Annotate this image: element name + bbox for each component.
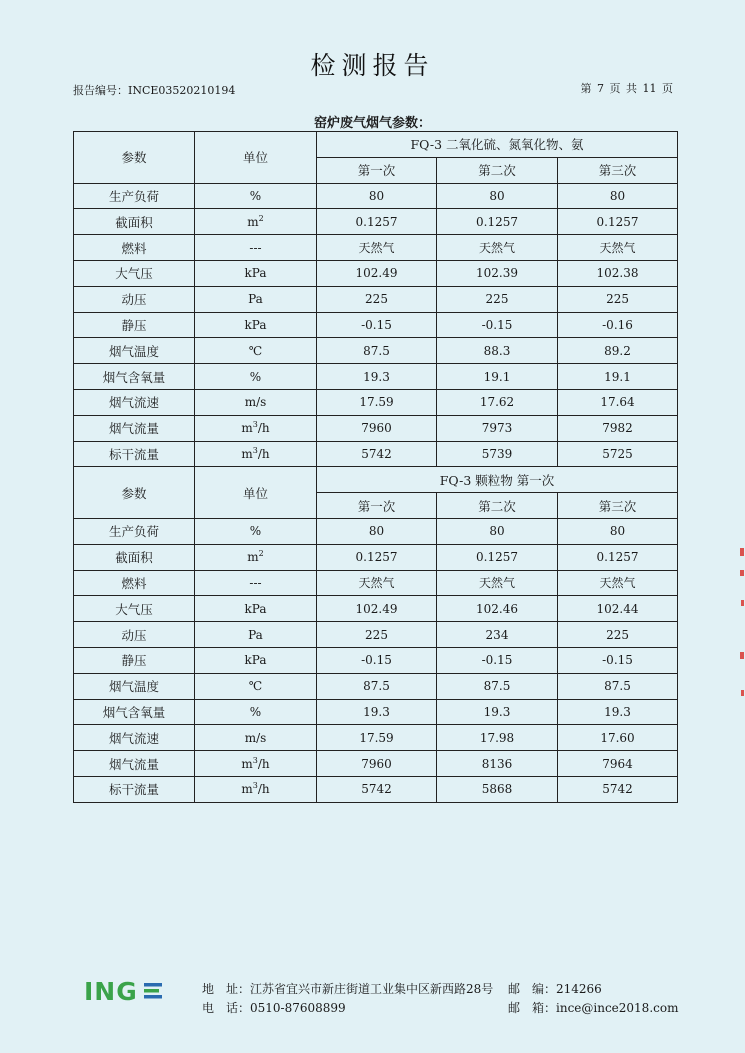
value-cell: 17.64 bbox=[558, 389, 678, 415]
value-cell: 19.3 bbox=[558, 699, 678, 725]
unit-base: m bbox=[241, 446, 253, 461]
value-cell: 87.5 bbox=[317, 338, 437, 364]
value-cell: 5742 bbox=[558, 776, 678, 802]
unit-cell bbox=[195, 312, 317, 338]
company-email: 邮 箱：ince@ince2018.com bbox=[508, 1001, 679, 1015]
table-row bbox=[74, 776, 678, 802]
unit-exponent: 2 bbox=[258, 213, 264, 223]
unit-exponent: 2 bbox=[258, 549, 264, 559]
run-header: 第一次 bbox=[317, 157, 437, 183]
run-header: 第二次 bbox=[437, 157, 558, 183]
param-cell: 烟气含氧量 bbox=[74, 699, 195, 725]
unit-base: m/s bbox=[244, 395, 267, 410]
value-cell: 5868 bbox=[437, 776, 558, 802]
param-cell: 烟气温度 bbox=[74, 673, 195, 699]
unit-cell bbox=[195, 622, 317, 648]
report-title: 检测报告 bbox=[310, 51, 435, 80]
value-cell: 88.3 bbox=[437, 338, 558, 364]
value-cell: 19.3 bbox=[317, 364, 437, 390]
param-cell: 生产负荷 bbox=[74, 518, 195, 544]
unit-cell bbox=[195, 235, 317, 261]
unit-base: m bbox=[247, 214, 259, 229]
table-row bbox=[74, 364, 678, 390]
param-cell: 烟气流量 bbox=[74, 415, 195, 441]
value-cell: 19.3 bbox=[317, 699, 437, 725]
unit-base: ℃ bbox=[248, 679, 263, 694]
value-cell: 5742 bbox=[317, 776, 437, 802]
unit-cell bbox=[195, 699, 317, 725]
param-cell: 烟气温度 bbox=[74, 338, 195, 364]
unit-exponent: 3 bbox=[252, 420, 258, 430]
section-header-row bbox=[74, 132, 678, 158]
page-number: 第 7 页 共 11 页 bbox=[580, 82, 673, 95]
run-header: 第三次 bbox=[558, 493, 678, 519]
table-row bbox=[74, 338, 678, 364]
unit-suffix: /h bbox=[257, 756, 270, 771]
table-row bbox=[74, 699, 678, 725]
param-cell: 静压 bbox=[74, 312, 195, 338]
unit-base: m bbox=[241, 421, 253, 436]
param-cell: 烟气含氧量 bbox=[74, 364, 195, 390]
unit-cell bbox=[195, 570, 317, 596]
value-cell: 225 bbox=[558, 622, 678, 648]
table-row bbox=[74, 596, 678, 622]
unit-cell bbox=[195, 751, 317, 777]
value-cell: 天然气 bbox=[558, 570, 678, 596]
section-header-row bbox=[74, 467, 678, 493]
value-cell: 102.39 bbox=[437, 260, 558, 286]
table-row bbox=[74, 570, 678, 596]
value-cell: 5742 bbox=[317, 441, 437, 467]
value-cell: 225 bbox=[437, 286, 558, 312]
param-cell: 标干流量 bbox=[74, 776, 195, 802]
inge-logo-icon bbox=[84, 976, 174, 1006]
value-cell: 17.60 bbox=[558, 725, 678, 751]
param-cell: 生产负荷 bbox=[74, 183, 195, 209]
param-cell: 燃料 bbox=[74, 235, 195, 261]
table-row bbox=[74, 235, 678, 261]
unit-base: --- bbox=[249, 575, 262, 590]
value-cell: 80 bbox=[558, 183, 678, 209]
param-cell: 标干流量 bbox=[74, 441, 195, 467]
value-cell: 5739 bbox=[437, 441, 558, 467]
table-row bbox=[74, 286, 678, 312]
unit-cell bbox=[195, 209, 317, 235]
company-logo bbox=[84, 976, 174, 1010]
unit-cell bbox=[195, 776, 317, 802]
param-cell: 静压 bbox=[74, 647, 195, 673]
unit-cell bbox=[195, 647, 317, 673]
value-cell: 天然气 bbox=[317, 235, 437, 261]
value-cell: 17.59 bbox=[317, 725, 437, 751]
param-cell: 大气压 bbox=[74, 596, 195, 622]
unit-base: % bbox=[249, 524, 262, 539]
value-cell: 5725 bbox=[558, 441, 678, 467]
group-header: FQ-3 二氧化硫、氮氧化物、氨 bbox=[317, 132, 678, 158]
value-cell: 87.5 bbox=[558, 673, 678, 699]
table-row bbox=[74, 751, 678, 777]
table-row bbox=[74, 725, 678, 751]
value-cell: -0.16 bbox=[558, 312, 678, 338]
unit-exponent: 3 bbox=[252, 781, 258, 791]
company-postcode: 邮 编：214266 bbox=[508, 982, 602, 996]
unit-base: m/s bbox=[244, 730, 267, 745]
table-row bbox=[74, 441, 678, 467]
seal-edge-marks bbox=[739, 540, 745, 710]
unit-cell bbox=[195, 286, 317, 312]
flue-gas-table bbox=[73, 131, 678, 803]
value-cell: 7960 bbox=[317, 751, 437, 777]
param-header: 参数 bbox=[74, 467, 195, 519]
value-cell: 80 bbox=[437, 183, 558, 209]
table-row bbox=[74, 518, 678, 544]
unit-cell bbox=[195, 389, 317, 415]
value-cell: 7964 bbox=[558, 751, 678, 777]
unit-exponent: 3 bbox=[252, 445, 258, 455]
value-cell: 0.1257 bbox=[558, 209, 678, 235]
value-cell: 天然气 bbox=[317, 570, 437, 596]
table-row bbox=[74, 415, 678, 441]
unit-base: % bbox=[249, 369, 262, 384]
run-header: 第二次 bbox=[437, 493, 558, 519]
table-row bbox=[74, 647, 678, 673]
param-cell: 截面积 bbox=[74, 209, 195, 235]
table-row bbox=[74, 312, 678, 338]
param-cell: 大气压 bbox=[74, 260, 195, 286]
unit-suffix: /h bbox=[257, 782, 270, 797]
value-cell: 225 bbox=[317, 622, 437, 648]
unit-cell bbox=[195, 518, 317, 544]
value-cell: -0.15 bbox=[558, 647, 678, 673]
value-cell: 234 bbox=[437, 622, 558, 648]
value-cell: 80 bbox=[437, 518, 558, 544]
company-phone: 电 话：0510-87608899 bbox=[202, 1001, 346, 1015]
unit-header: 单位 bbox=[195, 132, 317, 184]
unit-suffix: /h bbox=[257, 421, 270, 436]
value-cell: 17.59 bbox=[317, 389, 437, 415]
value-cell: 天然气 bbox=[437, 235, 558, 261]
table-row bbox=[74, 183, 678, 209]
param-cell: 烟气流速 bbox=[74, 389, 195, 415]
unit-cell bbox=[195, 260, 317, 286]
value-cell: 87.5 bbox=[317, 673, 437, 699]
value-cell: 7960 bbox=[317, 415, 437, 441]
run-header: 第三次 bbox=[558, 157, 678, 183]
unit-exponent: 3 bbox=[252, 755, 258, 765]
value-cell: 80 bbox=[317, 183, 437, 209]
value-cell: 102.46 bbox=[437, 596, 558, 622]
table-caption: 窑炉废气烟气参数： bbox=[313, 116, 431, 131]
value-cell: 19.1 bbox=[558, 364, 678, 390]
table-row bbox=[74, 389, 678, 415]
unit-cell bbox=[195, 441, 317, 467]
value-cell: -0.15 bbox=[317, 647, 437, 673]
table-row bbox=[74, 260, 678, 286]
unit-header: 单位 bbox=[195, 467, 317, 519]
unit-base: --- bbox=[249, 240, 262, 255]
table-row bbox=[74, 622, 678, 648]
unit-cell bbox=[195, 415, 317, 441]
table-row bbox=[74, 673, 678, 699]
value-cell: 17.98 bbox=[437, 725, 558, 751]
value-cell: 0.1257 bbox=[437, 544, 558, 570]
report-number: 报告编号：INCE03520210194 bbox=[73, 84, 236, 97]
unit-base: Pa bbox=[248, 627, 263, 642]
value-cell: 19.1 bbox=[437, 364, 558, 390]
value-cell: 天然气 bbox=[437, 570, 558, 596]
value-cell: 0.1257 bbox=[317, 544, 437, 570]
unit-base: kPa bbox=[244, 317, 267, 332]
unit-base: m bbox=[247, 550, 259, 565]
company-address: 地 址：江苏省宜兴市新庄街道工业集中区新西路28号 bbox=[202, 982, 494, 996]
value-cell: 8136 bbox=[437, 751, 558, 777]
table-row bbox=[74, 544, 678, 570]
unit-base: kPa bbox=[244, 653, 267, 668]
value-cell: 7982 bbox=[558, 415, 678, 441]
unit-cell bbox=[195, 364, 317, 390]
unit-suffix: /h bbox=[257, 446, 270, 461]
unit-cell bbox=[195, 544, 317, 570]
unit-cell bbox=[195, 596, 317, 622]
param-cell: 截面积 bbox=[74, 544, 195, 570]
group-header: FQ-3 颗粒物 第一次 bbox=[317, 467, 678, 493]
unit-base: Pa bbox=[248, 292, 263, 307]
value-cell: 89.2 bbox=[558, 338, 678, 364]
param-cell: 燃料 bbox=[74, 570, 195, 596]
value-cell: -0.15 bbox=[317, 312, 437, 338]
param-cell: 动压 bbox=[74, 286, 195, 312]
unit-cell bbox=[195, 183, 317, 209]
unit-base: m bbox=[241, 782, 253, 797]
value-cell: 80 bbox=[317, 518, 437, 544]
value-cell: 87.5 bbox=[437, 673, 558, 699]
unit-cell bbox=[195, 725, 317, 751]
param-cell: 烟气流量 bbox=[74, 751, 195, 777]
value-cell: 7973 bbox=[437, 415, 558, 441]
unit-cell bbox=[195, 673, 317, 699]
value-cell: 0.1257 bbox=[437, 209, 558, 235]
value-cell: 225 bbox=[558, 286, 678, 312]
unit-base: m bbox=[241, 756, 253, 771]
value-cell: -0.15 bbox=[437, 312, 558, 338]
value-cell: -0.15 bbox=[437, 647, 558, 673]
unit-base: % bbox=[249, 704, 262, 719]
unit-cell bbox=[195, 338, 317, 364]
value-cell: 102.49 bbox=[317, 596, 437, 622]
value-cell: 102.49 bbox=[317, 260, 437, 286]
value-cell: 225 bbox=[317, 286, 437, 312]
param-cell: 烟气流速 bbox=[74, 725, 195, 751]
value-cell: 17.62 bbox=[437, 389, 558, 415]
value-cell: 0.1257 bbox=[558, 544, 678, 570]
value-cell: 80 bbox=[558, 518, 678, 544]
value-cell: 0.1257 bbox=[317, 209, 437, 235]
value-cell: 102.38 bbox=[558, 260, 678, 286]
unit-base: kPa bbox=[244, 266, 267, 281]
svg-text:ING: ING bbox=[84, 977, 138, 1006]
value-cell: 102.44 bbox=[558, 596, 678, 622]
unit-base: ℃ bbox=[248, 343, 263, 358]
unit-base: kPa bbox=[244, 601, 267, 616]
param-cell: 动压 bbox=[74, 622, 195, 648]
run-header: 第一次 bbox=[317, 493, 437, 519]
value-cell: 天然气 bbox=[558, 235, 678, 261]
value-cell: 19.3 bbox=[437, 699, 558, 725]
table-row bbox=[74, 209, 678, 235]
unit-base: % bbox=[249, 188, 262, 203]
param-header: 参数 bbox=[74, 132, 195, 184]
